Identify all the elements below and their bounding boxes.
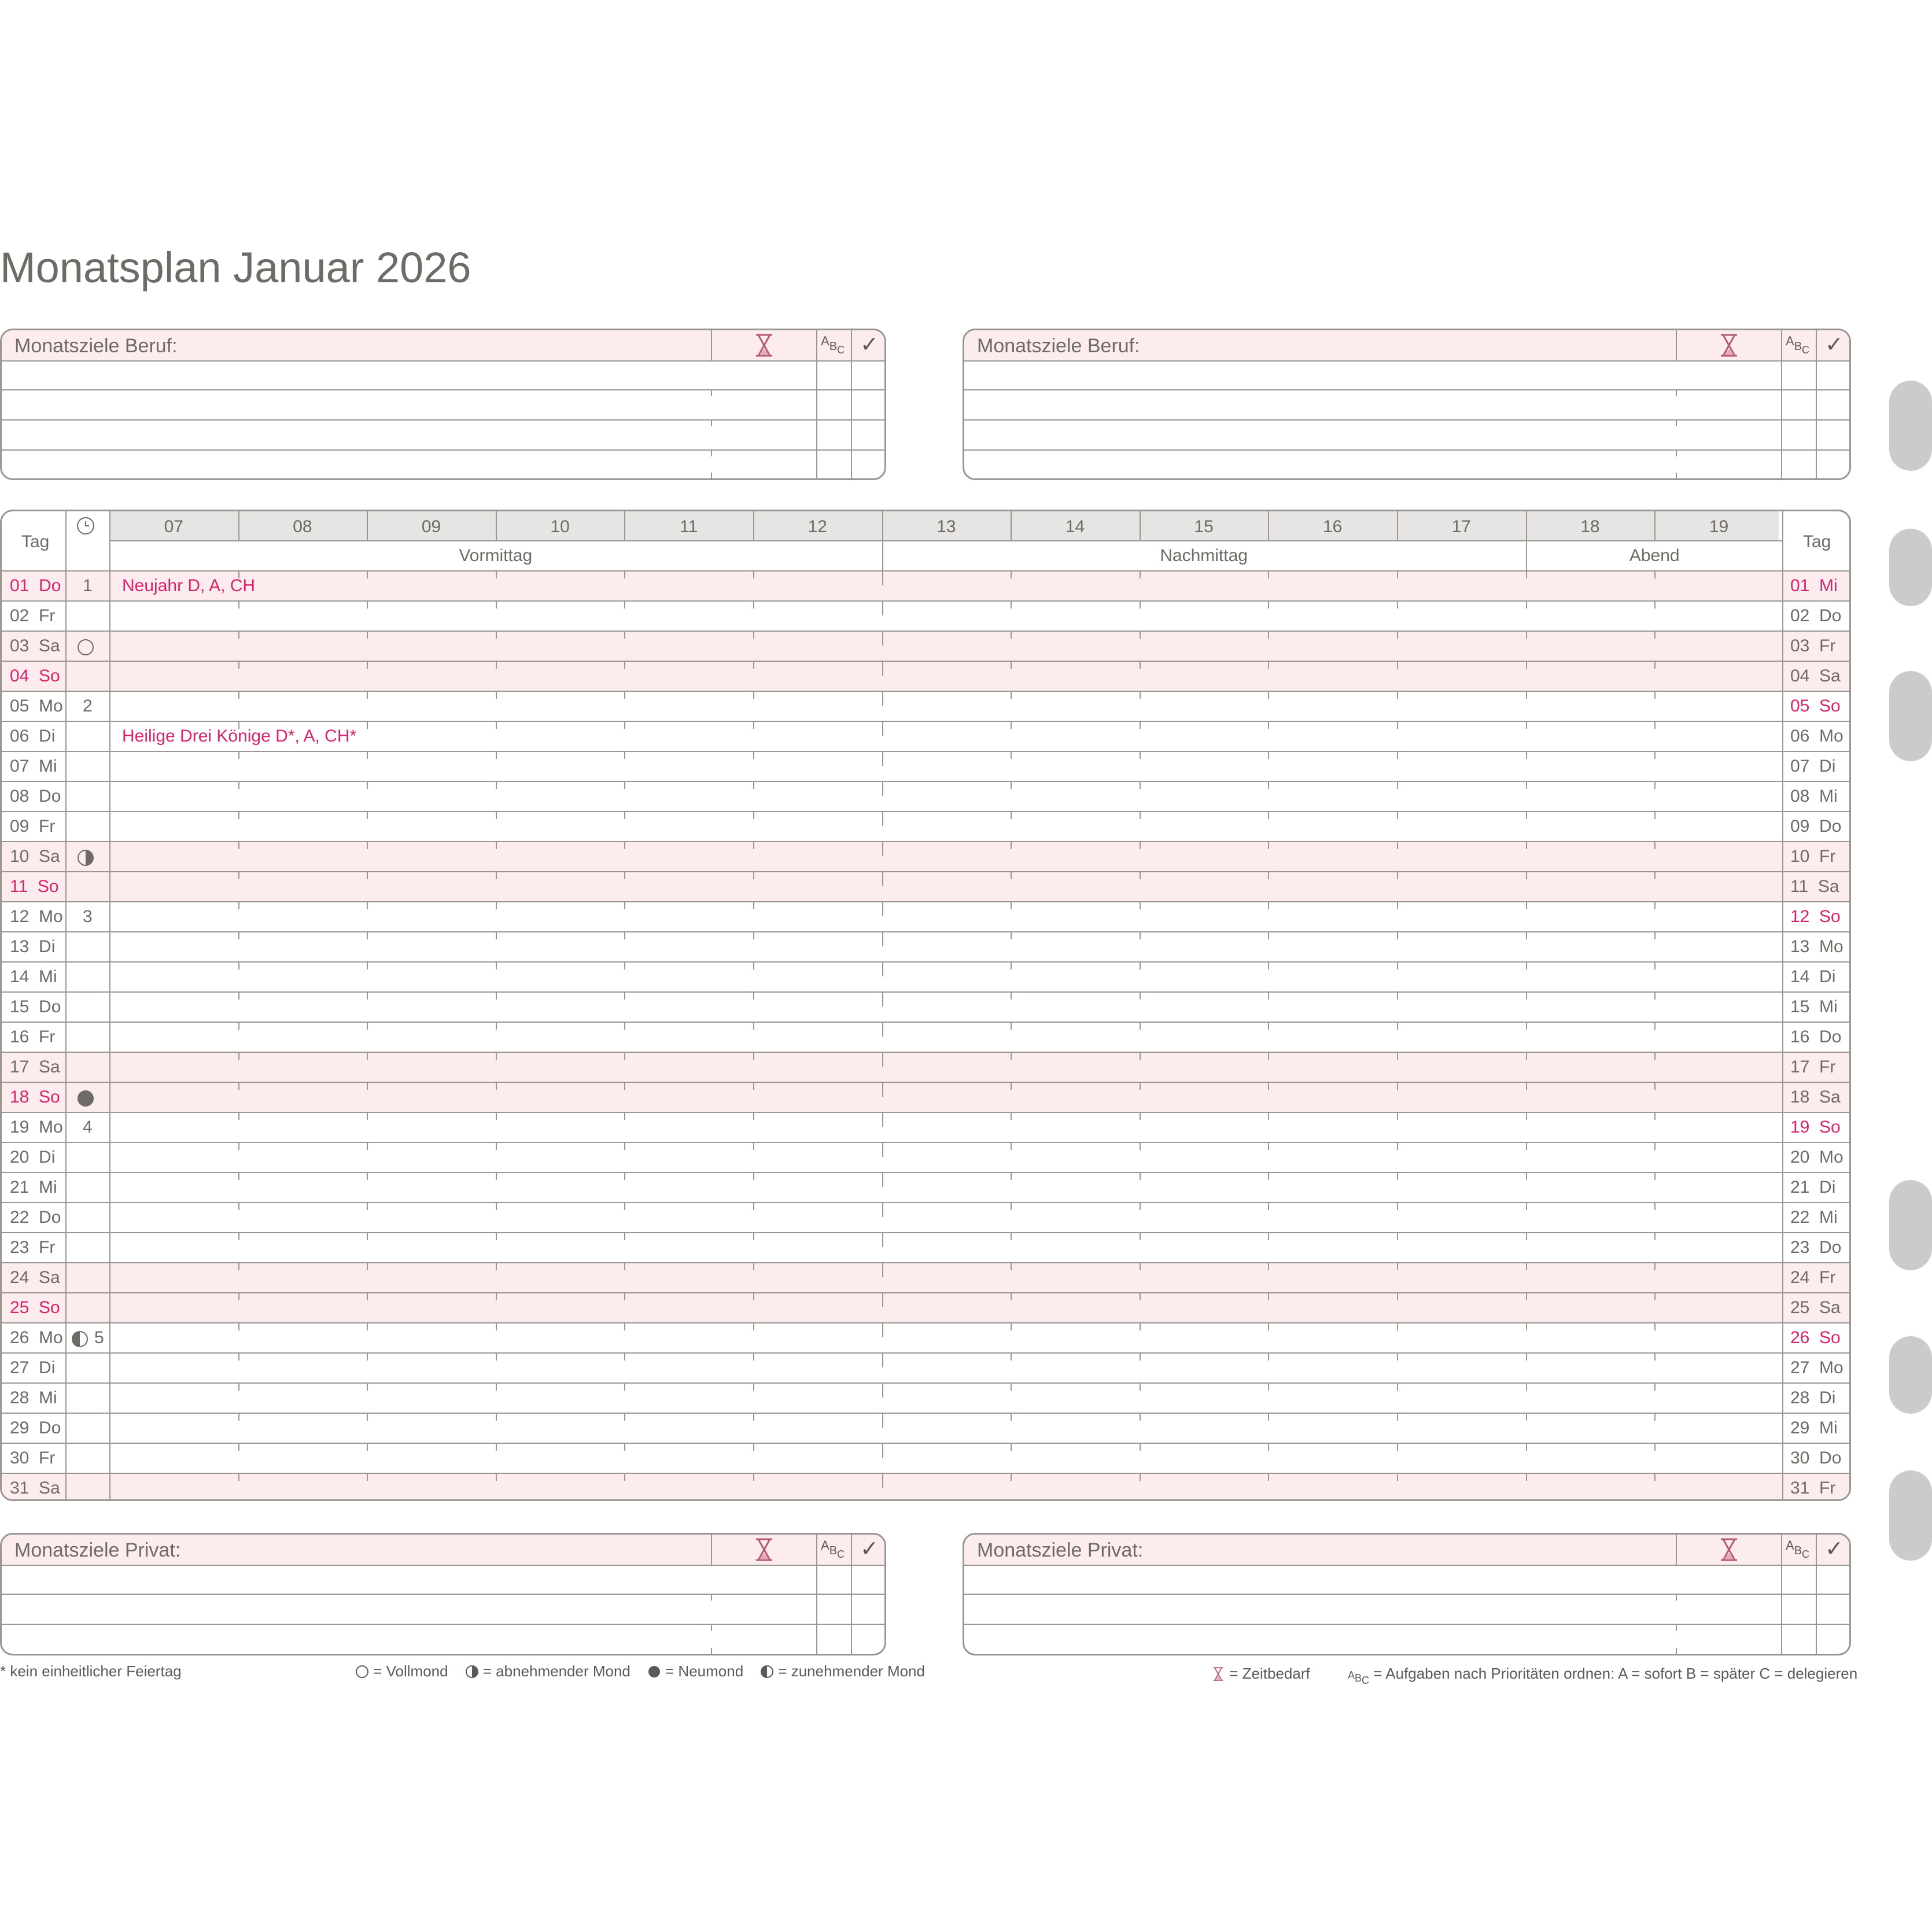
day-row[interactable]	[2, 570, 1849, 600]
day-label-right: 12 So	[1790, 907, 1841, 926]
clock-icon	[76, 516, 95, 536]
day-label-right: 18 Sa	[1790, 1087, 1841, 1107]
abc-priority-icon: ABC	[821, 334, 845, 356]
day-label-right: 11 Sa	[1790, 877, 1839, 896]
day-label-left: 31 Sa	[10, 1479, 60, 1498]
hour-label: 19	[1709, 517, 1729, 536]
moon-legend: = Vollmond = abnehmender Mond = Neumond = zunehmender Mond	[355, 1662, 925, 1680]
day-label-right: 08 Mi	[1790, 787, 1838, 806]
day-row[interactable]	[2, 1142, 1849, 1172]
day-row[interactable]	[2, 1022, 1849, 1052]
holiday-label: Neujahr D, A, CH	[122, 576, 256, 595]
goals-privat-left[interactable]	[0, 1533, 886, 1656]
week-number: 5	[94, 1328, 104, 1347]
binder-tab	[1889, 1336, 1932, 1414]
day-label-right: 05 So	[1790, 696, 1841, 716]
hour-label: 14	[1065, 517, 1085, 536]
day-row[interactable]	[2, 781, 1849, 811]
day-label-left: 24 Sa	[10, 1268, 60, 1287]
binder-tab	[1889, 381, 1932, 471]
day-label-right: 20 Mo	[1790, 1148, 1843, 1167]
abc-priority-icon: ABC	[1348, 1669, 1370, 1686]
hour-label: 18	[1580, 517, 1600, 536]
check-icon: ✓	[860, 1537, 879, 1561]
day-row[interactable]	[2, 631, 1849, 661]
binder-tab	[1889, 671, 1932, 761]
hour-label: 11	[680, 517, 698, 536]
goals-label: Monatsziele Privat:	[14, 1539, 181, 1561]
day-row[interactable]	[2, 751, 1849, 781]
hour-label: 15	[1194, 517, 1214, 536]
day-row[interactable]	[2, 1172, 1849, 1202]
day-row[interactable]	[2, 811, 1849, 841]
day-label-right: 27 Mo	[1790, 1358, 1843, 1377]
tag-label-right: Tag	[1803, 532, 1831, 551]
goals-label: Monatsziele Beruf:	[977, 335, 1140, 357]
day-label-left: 06 Di	[10, 727, 56, 746]
priority-legend: ABC = Aufgaben nach Prioritäten ordnen: A = sofort B = später C = delegieren	[1348, 1665, 1858, 1686]
day-label-right: 23 Do	[1790, 1238, 1842, 1257]
hour-label: 09	[421, 517, 441, 536]
day-row[interactable]	[2, 961, 1849, 991]
day-label-right: 07 Di	[1790, 757, 1836, 776]
day-label-left: 22 Do	[10, 1208, 61, 1227]
day-label-left: 30 Fr	[10, 1448, 56, 1468]
day-row[interactable]	[2, 841, 1849, 871]
day-row[interactable]	[2, 1112, 1849, 1142]
day-label-right: 06 Mo	[1790, 727, 1843, 746]
goals-label: Monatsziele Privat:	[977, 1539, 1144, 1561]
period-label: Nachmittag	[1160, 546, 1248, 565]
abc-priority-icon: ABC	[821, 1538, 845, 1560]
day-label-right: 09 Do	[1790, 817, 1842, 836]
day-label-left: 16 Fr	[10, 1027, 56, 1046]
binder-tab	[1889, 529, 1932, 606]
binder-tab	[1889, 1180, 1932, 1270]
day-label-right: 13 Mo	[1790, 937, 1843, 956]
day-label-left: 29 Do	[10, 1418, 61, 1437]
hourglass-icon	[754, 334, 775, 357]
month-grid	[0, 510, 1851, 1501]
hour-label: 13	[936, 517, 956, 536]
day-row[interactable]	[2, 721, 1849, 751]
day-row[interactable]	[2, 1443, 1849, 1473]
new-moon-icon	[77, 1090, 94, 1107]
full-moon-icon	[77, 639, 94, 656]
day-label-left: 14 Mi	[10, 967, 57, 986]
check-icon: ✓	[860, 333, 879, 357]
day-row[interactable]	[2, 1082, 1849, 1112]
time-legend: = Zeitbedarf	[1211, 1665, 1310, 1683]
day-label-left: 09 Fr	[10, 817, 56, 836]
day-label-left: 26 Mo	[10, 1328, 63, 1347]
day-label-left: 01 Do	[10, 576, 61, 595]
new-moon-icon	[647, 1665, 661, 1679]
day-label-left: 05 Mo	[10, 696, 63, 716]
day-label-left: 11 So	[10, 877, 59, 896]
waning-moon-icon	[77, 849, 94, 867]
day-label-right: 25 Sa	[1790, 1298, 1841, 1317]
hour-label: 10	[550, 517, 570, 536]
hour-label: 07	[164, 517, 183, 536]
day-row[interactable]	[2, 1322, 1849, 1352]
day-label-right: 03 Fr	[1790, 636, 1836, 655]
day-label-right: 15 Mi	[1790, 997, 1838, 1016]
day-label-left: 10 Sa	[10, 847, 60, 866]
hour-label: 08	[293, 517, 312, 536]
goals-beruf-left[interactable]	[0, 329, 886, 480]
day-label-right: 01 Mi	[1790, 576, 1838, 595]
day-label-right: 21 Di	[1790, 1178, 1836, 1197]
day-label-left: 03 Sa	[10, 636, 60, 655]
day-row[interactable]	[2, 991, 1849, 1022]
day-row[interactable]	[2, 691, 1849, 721]
period-label: Vormittag	[459, 546, 533, 565]
day-label-right: 10 Fr	[1790, 847, 1836, 866]
day-row[interactable]	[2, 1232, 1849, 1262]
binder-tab	[1889, 1470, 1932, 1561]
goals-label: Monatsziele Beruf:	[14, 335, 178, 357]
day-label-right: 26 So	[1790, 1328, 1841, 1347]
hourglass-icon	[754, 1538, 775, 1561]
hourglass-icon	[1211, 1667, 1225, 1681]
week-number: 3	[83, 907, 93, 926]
day-label-right: 02 Do	[1790, 606, 1842, 625]
day-label-left: 02 Fr	[10, 606, 56, 625]
day-row[interactable]	[2, 1473, 1849, 1501]
day-label-right: 19 So	[1790, 1118, 1841, 1137]
abc-priority-icon: ABC	[1786, 334, 1810, 356]
day-row[interactable]	[2, 1352, 1849, 1382]
day-label-left: 25 So	[10, 1298, 60, 1317]
day-label-right: 30 Do	[1790, 1448, 1842, 1468]
day-label-left: 17 Sa	[10, 1057, 60, 1076]
page-title: Monatsplan Januar 2026	[0, 244, 471, 292]
day-label-left: 07 Mi	[10, 757, 57, 776]
day-row[interactable]	[2, 1052, 1849, 1082]
day-label-left: 28 Mi	[10, 1388, 57, 1407]
day-label-left: 21 Mi	[10, 1178, 57, 1197]
day-row[interactable]	[2, 1382, 1849, 1413]
footnote: * kein einheitlicher Feiertag	[0, 1662, 182, 1680]
day-row[interactable]	[2, 1413, 1849, 1443]
day-label-right: 17 Fr	[1790, 1057, 1836, 1076]
day-label-left: 18 So	[10, 1087, 60, 1107]
goals-privat-right[interactable]	[963, 1533, 1851, 1656]
day-label-left: 12 Mo	[10, 907, 63, 926]
day-label-left: 15 Do	[10, 997, 61, 1016]
check-icon: ✓	[1825, 333, 1843, 357]
day-label-right: 16 Do	[1790, 1027, 1842, 1046]
day-row[interactable]	[2, 1292, 1849, 1322]
day-row[interactable]	[2, 1262, 1849, 1292]
day-label-right: 22 Mi	[1790, 1208, 1838, 1227]
day-label-left: 08 Do	[10, 787, 61, 806]
holiday-label: Heilige Drei Könige D*, A, CH*	[122, 727, 357, 746]
waxing-moon-icon	[760, 1665, 774, 1679]
day-row[interactable]	[2, 931, 1849, 961]
day-label-left: 04 So	[10, 666, 60, 685]
hourglass-icon	[1719, 334, 1739, 357]
day-label-left: 20 Di	[10, 1148, 56, 1167]
day-row[interactable]	[2, 600, 1849, 631]
day-label-right: 04 Sa	[1790, 666, 1841, 685]
hour-label: 17	[1451, 517, 1471, 536]
day-label-left: 13 Di	[10, 937, 56, 956]
period-label: Abend	[1629, 546, 1680, 565]
day-label-right: 29 Mi	[1790, 1418, 1838, 1437]
day-label-right: 24 Fr	[1790, 1268, 1836, 1287]
goals-beruf-right[interactable]	[963, 329, 1851, 480]
waning-moon-icon	[465, 1665, 479, 1679]
day-label-left: 27 Di	[10, 1358, 56, 1377]
day-row[interactable]	[2, 871, 1849, 901]
week-number: 2	[83, 696, 93, 716]
waxing-moon-icon	[71, 1330, 89, 1348]
hour-label: 16	[1323, 517, 1343, 536]
day-row[interactable]	[2, 661, 1849, 691]
day-label-left: 23 Fr	[10, 1238, 56, 1257]
day-label-right: 28 Di	[1790, 1388, 1836, 1407]
hour-label: 12	[808, 517, 827, 536]
day-row[interactable]	[2, 901, 1849, 931]
day-label-right: 31 Fr	[1790, 1479, 1836, 1498]
check-icon: ✓	[1825, 1537, 1843, 1561]
day-row[interactable]	[2, 1202, 1849, 1232]
hourglass-icon	[1719, 1538, 1739, 1561]
day-label-right: 14 Di	[1790, 967, 1836, 986]
week-number: 4	[83, 1118, 93, 1137]
full-moon-icon	[355, 1665, 369, 1679]
week-number: 1	[83, 576, 93, 595]
abc-priority-icon: ABC	[1786, 1538, 1810, 1560]
tag-label-left: Tag	[21, 532, 50, 551]
day-label-left: 19 Mo	[10, 1118, 63, 1137]
